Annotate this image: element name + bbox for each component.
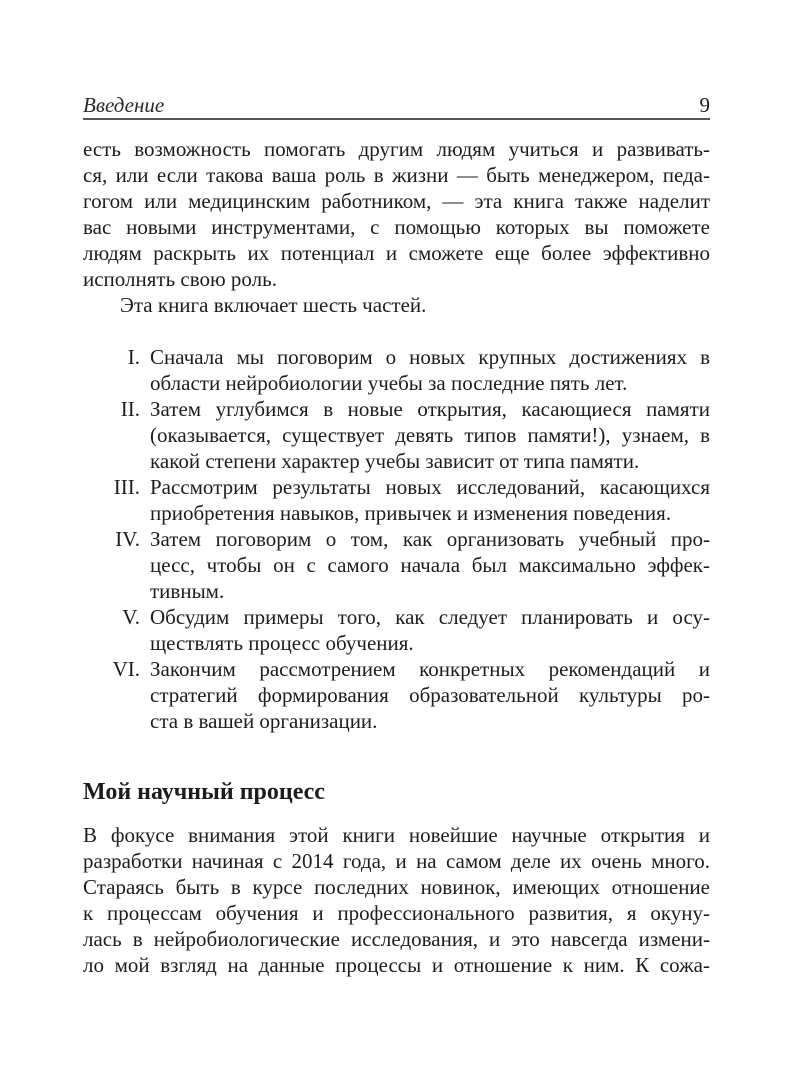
text-line: ло мой взгляд на данные процессы и отношение к ним. К сожа- [83,953,710,977]
text-line: Рассмотрим результаты новых исследований, касающихся [150,475,710,499]
list-numeral: IV. [115,527,140,551]
intro-paragraph-2 [83,292,710,318]
text-line: Сначала мы поговорим о новых крупных достижениях в [150,345,710,369]
text-line: лась в нейробиологические исследования, и это навсегда измени- [83,927,710,951]
text-line: области нейробиологии учебы за последние пять лет. [150,371,628,395]
text-line: (оказывается, существует девять типов памяти!), узнаем, в [150,423,710,447]
list-numeral: V. [122,605,140,629]
text-line: ществлять процесс обучения. [150,631,414,655]
list-numeral: I. [127,345,140,369]
text-line: разработки начиная с 2014 года, и на самом деле их очень много. [83,849,710,873]
list-item [83,656,710,734]
text-line: стратегий формирования образовательной культуры ро- [150,683,710,707]
text-line: есть возможность помогать другим людям учиться и развивать- [83,137,710,161]
text-line: Закончим рассмотрением конкретных рекомендаций и [150,657,710,681]
page-header [83,94,710,120]
text-line: Стараясь быть в курсе последних новинок, имеющих отношение [83,875,710,899]
section-heading: Мой научный процесс [83,779,325,805]
list-item-text [150,474,710,526]
text-line: приобретения навыков, привычек и изменения поведения. [150,501,672,525]
text-line: исполнять свою роль. [83,267,277,291]
list-item-text [150,656,710,734]
page-number: 9 [699,93,710,117]
parts-list [83,344,710,734]
running-title: Введение [83,93,165,117]
list-numeral: VI. [112,657,140,681]
list-item-text [150,396,710,474]
text-line: к процессам обучения и профессионального развития, я окуну- [83,901,710,925]
list-item-text [150,526,710,604]
text-line: ста в вашей организации. [150,709,378,733]
text-line: Эта книга включает шесть частей. [120,293,427,317]
text-line: людям раскрыть их потенциал и сможете еще более эффективно [83,241,710,265]
list-item [83,396,710,474]
text-line: вас новыми инструментами, с помощью которых вы поможете [83,215,710,239]
text-line: тивным. [150,579,225,603]
list-item-text [150,604,710,656]
list-item [83,604,710,656]
text-line: В фокусе внимания этой книги новейшие научные открытия и [83,823,710,847]
list-item [83,526,710,604]
text-line: цесс, чтобы он с самого начала был максимально эффек- [150,553,710,577]
list-numeral: III. [113,475,140,499]
intro-paragraph [83,136,710,292]
text-line: Затем углубимся в новые открытия, касающиеся памяти [150,397,710,421]
list-item [83,474,710,526]
list-item-text [150,344,710,396]
list-item [83,344,710,396]
list-numeral: II. [120,397,140,421]
text-line: Обсудим примеры того, как следует планировать и осу- [150,605,710,629]
text-line: ся, или если такова ваша роль в жизни — быть менеджером, педа- [83,163,710,187]
text-line: какой степени характер учебы зависит от типа памяти. [150,449,640,473]
text-line: гогом или медицинским работником, — эта книга также наделит [83,189,710,213]
text-line: Затем поговорим о том, как организовать учебный про- [150,527,710,551]
section-paragraph [83,822,710,978]
